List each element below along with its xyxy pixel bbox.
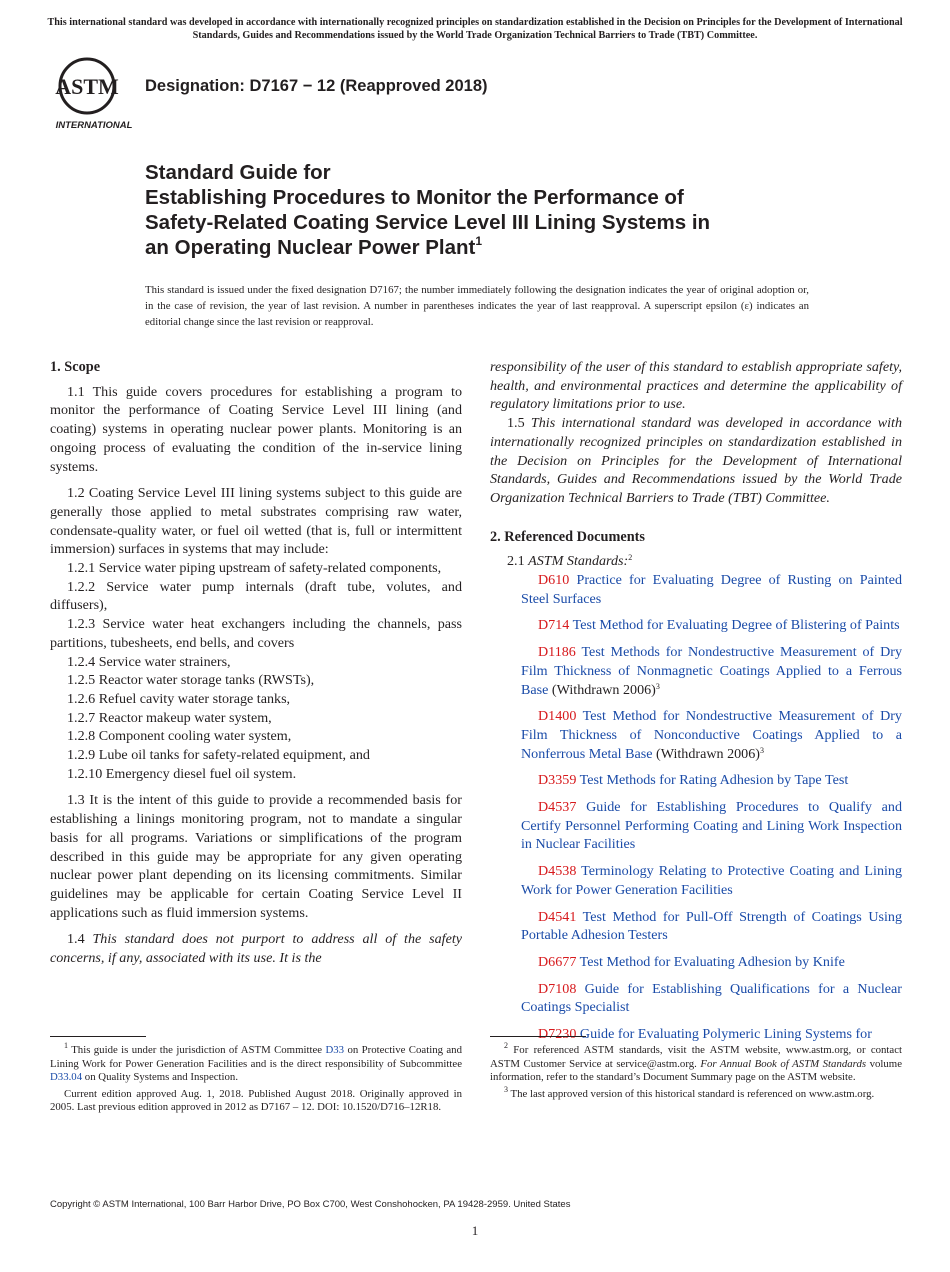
reference-code[interactable]: D610 bbox=[538, 572, 570, 589]
reference-item[interactable] bbox=[490, 798, 902, 854]
reference-note: (Withdrawn 2006) bbox=[652, 745, 760, 762]
reference-title[interactable]: Test Methods for Rating Adhesion by Tape Test bbox=[579, 772, 849, 789]
paragraph-1-5-number: 1.5 bbox=[507, 415, 531, 432]
reference-title[interactable]: Test Method for Evaluating Adhesion by Knife bbox=[579, 953, 845, 970]
item-1-2-9: 1.2.9 Lube oil tanks for safety-related equipment, and bbox=[67, 747, 370, 764]
footnote-2 bbox=[490, 1041, 902, 1085]
reference-code[interactable]: D4538 bbox=[538, 863, 577, 880]
footnote-1-text-a: This guide is under the jurisdiction of ASTM Committee bbox=[68, 1044, 326, 1056]
reference-note: (Withdrawn 2006) bbox=[548, 681, 656, 698]
reference-item[interactable] bbox=[490, 862, 902, 899]
footnote-1-text-b: on Protective Coating and Lining Work for Power Generation Facilities and is the direct responsibility of Subcommittee bbox=[50, 1044, 462, 1070]
item-1-2-3: 1.2.3 Service water heat exchangers including the channels, pass partitions, tubesheets, end bells, and covers bbox=[50, 616, 462, 651]
committee-link[interactable]: D33 bbox=[325, 1044, 345, 1056]
reference-code[interactable]: D1400 bbox=[538, 708, 577, 725]
title-line-1: Standard Guide for bbox=[145, 161, 331, 184]
subheading-label: ASTM Standards: bbox=[528, 553, 629, 570]
reference-code[interactable]: D714 bbox=[538, 617, 570, 634]
item-1-2-8: 1.2.8 Component cooling water system, bbox=[67, 728, 292, 745]
reference-title[interactable]: Test Method for Nondestructive Measurement of Dry Film Thickness of Nonconductive Coatings Applied to a Nonferrous Metal Base bbox=[521, 708, 902, 762]
paragraph-1-2: 1.2 Coating Service Level III lining systems subject to this guide are generally those applied to metal substrates comprising raw water, condensate-quality water, or fuel oil wetted (that is, full or intermittent immersion) surfaces in systems that may include: bbox=[50, 485, 462, 558]
footnote-3-mark: 3 bbox=[504, 1084, 508, 1094]
footnote-2-text-b: volume information, refer to the standard’s Document Summary page on the ASTM website. bbox=[490, 1057, 902, 1083]
document-title bbox=[145, 160, 845, 260]
item-1-2-4: 1.2.4 Service water strainers, bbox=[67, 653, 231, 670]
item-1-2-2: 1.2.2 Service water pump internals (draft tube, volutes, and diffusers), bbox=[50, 578, 462, 614]
reference-item[interactable] bbox=[490, 1025, 902, 1044]
tbt-notice: This international standard was developed in accordance with internationally recognized principles on standardization established in the Decision on Principles for the Development of International Standards, Guides and Recommendations issued by the World Trade Organization Technical Barriers to Trade (TBT) Committee. bbox=[47, 17, 903, 41]
astm-logo-icon bbox=[53, 56, 135, 132]
reference-code[interactable]: D3359 bbox=[538, 772, 577, 789]
reference-item[interactable] bbox=[490, 953, 902, 972]
reference-item[interactable] bbox=[490, 571, 902, 608]
title-line-4: an Operating Nuclear Power Plant bbox=[145, 236, 476, 259]
title-line-2: Establishing Procedures to Monitor the Performance of bbox=[145, 186, 684, 209]
reference-title[interactable]: Test Methods for Nondestructive Measurement of Dry Film Thickness of Nonmagnetic Coatings Applied to a Ferrous Base bbox=[521, 644, 902, 698]
reference-title[interactable]: Terminology Relating to Protective Coating and Lining Work for Power Generation Facilities bbox=[521, 863, 902, 898]
reference-code[interactable]: D4541 bbox=[538, 908, 577, 925]
item-1-2-10: 1.2.10 Emergency diesel fuel oil system. bbox=[67, 765, 297, 782]
reference-item[interactable] bbox=[490, 643, 902, 699]
paragraph-1-3: 1.3 It is the intent of this guide to provide a recommended basis for establishing a linings monitoring program, not to mandate a singular basis for all programs. Variations or simplifications of the program described in this guide may be appropriate for any given operating nuclear power plant depending on its licensing commitments. Similar guidelines may be applicable for certain Coating Service Level II applications such as fluid immersion systems. bbox=[50, 792, 462, 921]
paragraph-1-4-number: 1.4 bbox=[67, 931, 93, 948]
reference-code[interactable]: D6677 bbox=[538, 953, 577, 970]
paragraph-1-5-text: This international standard was developed in accordance with internationally recognized principles on standardization established in the Decision on Principles for the Development of International Standards, Guides and Recommendations issued by the World Trade Organization Technical Barriers to Trade (TBT) Committee. bbox=[490, 415, 902, 506]
item-1-2-1: 1.2.1 Service water piping upstream of safety-related components, bbox=[67, 560, 442, 577]
reference-code[interactable]: D7108 bbox=[538, 980, 577, 997]
astm-standards-subheading bbox=[490, 552, 902, 571]
reference-title[interactable]: Practice for Evaluating Degree of Rusting on Painted Steel Surfaces bbox=[521, 572, 903, 607]
astm-logo bbox=[53, 56, 135, 132]
reference-list bbox=[490, 571, 902, 1044]
subheading-number: 2.1 bbox=[507, 553, 529, 570]
item-1-2-7: 1.2.7 Reactor makeup water system, bbox=[67, 709, 272, 726]
logo-mark: ASTM bbox=[55, 74, 119, 99]
subheading-footnote-mark[interactable]: 2 bbox=[628, 553, 633, 563]
title-line-3: Safety-Related Coating Service Level III Lining Systems in bbox=[145, 211, 711, 234]
reference-title[interactable]: Guide for Establishing Procedures to Qualify and Certify Personnel Performing Coating and Lining Work Inspection in Nuclear Facilities bbox=[521, 799, 902, 853]
paragraph-1-4-continued: responsibility of the user of this standard to establish appropriate safety, health, and environmental practices and determine the applicability of regulatory limitations prior to use. bbox=[490, 359, 902, 413]
footnote-2-mark: 2 bbox=[504, 1041, 508, 1050]
reference-title[interactable]: Test Method for Evaluating Degree of Blistering of Paints bbox=[572, 617, 900, 634]
footnotes-right bbox=[490, 1041, 902, 1104]
reference-item[interactable] bbox=[490, 707, 902, 763]
copyright-line: Copyright © ASTM International, 100 Barr Harbor Drive, PO Box C700, West Conshohocken, PA 19428-2959. United States bbox=[50, 1199, 571, 1210]
item-1-2-6: 1.2.6 Refuel cavity water storage tanks, bbox=[67, 690, 291, 707]
issuance-note: This standard is issued under the fixed designation D7167; the number immediately following the designation indicates the year of original adoption or, in the case of revision, the year of last revision. A number in parentheses indicates the year of last reapproval. A superscript epsilon (ε) indicates an editorial change since the last revision or reapproval. bbox=[145, 284, 809, 328]
paragraph-1-4-text: This standard does not purport to address all of the safety concerns, if any, associated with its use. It is the bbox=[50, 931, 462, 967]
reference-item[interactable] bbox=[490, 980, 902, 1017]
designation: Designation: D7167 − 12 (Reapproved 2018) bbox=[145, 77, 488, 95]
footnote-1-text-c: on Quality Systems and Inspection. bbox=[82, 1071, 239, 1083]
page-number: 1 bbox=[471, 1223, 479, 1238]
reference-code[interactable]: D1186 bbox=[538, 644, 576, 661]
reference-footnote-mark[interactable]: 3 bbox=[655, 681, 660, 691]
edition-note: Current edition approved Aug. 1, 2018. Published August 2018. Originally approved in 2005. Last previous edition approved in 2012 as D7167 – 12. DOI: 10.1520/D716–12R18. bbox=[50, 1087, 462, 1113]
paragraph-1-4 bbox=[50, 930, 462, 967]
paragraph-1-1: 1.1 This guide covers procedures for establishing a program to monitor the performance of Coating Service Level III lining (and coating) systems in operating nuclear power plants. Monitoring is an ongoing process of evaluating the condition of the in-service lining systems. bbox=[50, 383, 462, 475]
reference-item[interactable] bbox=[490, 771, 902, 790]
reference-title[interactable]: Guide for Establishing Qualifications for a Nuclear Coatings Specialist bbox=[521, 980, 902, 1016]
title-footnote-mark[interactable]: 1 bbox=[475, 234, 483, 248]
footnote-rule-left bbox=[50, 1036, 146, 1037]
paragraph-1-5 bbox=[490, 414, 902, 508]
footnote-3 bbox=[490, 1084, 902, 1102]
footnote-2-text-a: For referenced ASTM standards, visit the ASTM website, www.astm.org, or contact ASTM Customer Service at service@astm.org. bbox=[490, 1044, 902, 1070]
reference-title[interactable]: Test Method for Pull-Off Strength of Coatings Using Portable Adhesion Testers bbox=[521, 908, 902, 944]
footnotes-left bbox=[50, 1041, 462, 1118]
footnote-1-mark: 1 bbox=[64, 1041, 68, 1050]
logo-org: INTERNATIONAL bbox=[55, 120, 133, 131]
footnote-1 bbox=[50, 1041, 462, 1085]
refdocs-heading: 2. Referenced Documents bbox=[490, 528, 645, 545]
reference-code[interactable]: D4537 bbox=[538, 799, 577, 816]
subcommittee-link[interactable]: D33.04 bbox=[50, 1071, 83, 1083]
reference-item[interactable] bbox=[490, 616, 902, 635]
item-1-2-5: 1.2.5 Reactor water storage tanks (RWSTs), bbox=[67, 672, 315, 689]
footnote-2-italic: For Annual Book of ASTM Standards bbox=[700, 1057, 867, 1070]
reference-footnote-mark[interactable]: 3 bbox=[759, 745, 764, 755]
right-column bbox=[490, 358, 902, 1052]
scope-heading: 1. Scope bbox=[50, 359, 101, 375]
reference-code[interactable]: D7230 bbox=[538, 1026, 577, 1043]
footnote-3-text: The last approved version of this historical standard is referenced on www.astm.org. bbox=[508, 1087, 875, 1100]
left-column bbox=[50, 358, 462, 976]
reference-item[interactable] bbox=[490, 908, 902, 945]
reference-title[interactable]: Guide for Evaluating Polymeric Lining Systems for bbox=[579, 1026, 872, 1043]
footnote-rule-right bbox=[490, 1036, 586, 1037]
